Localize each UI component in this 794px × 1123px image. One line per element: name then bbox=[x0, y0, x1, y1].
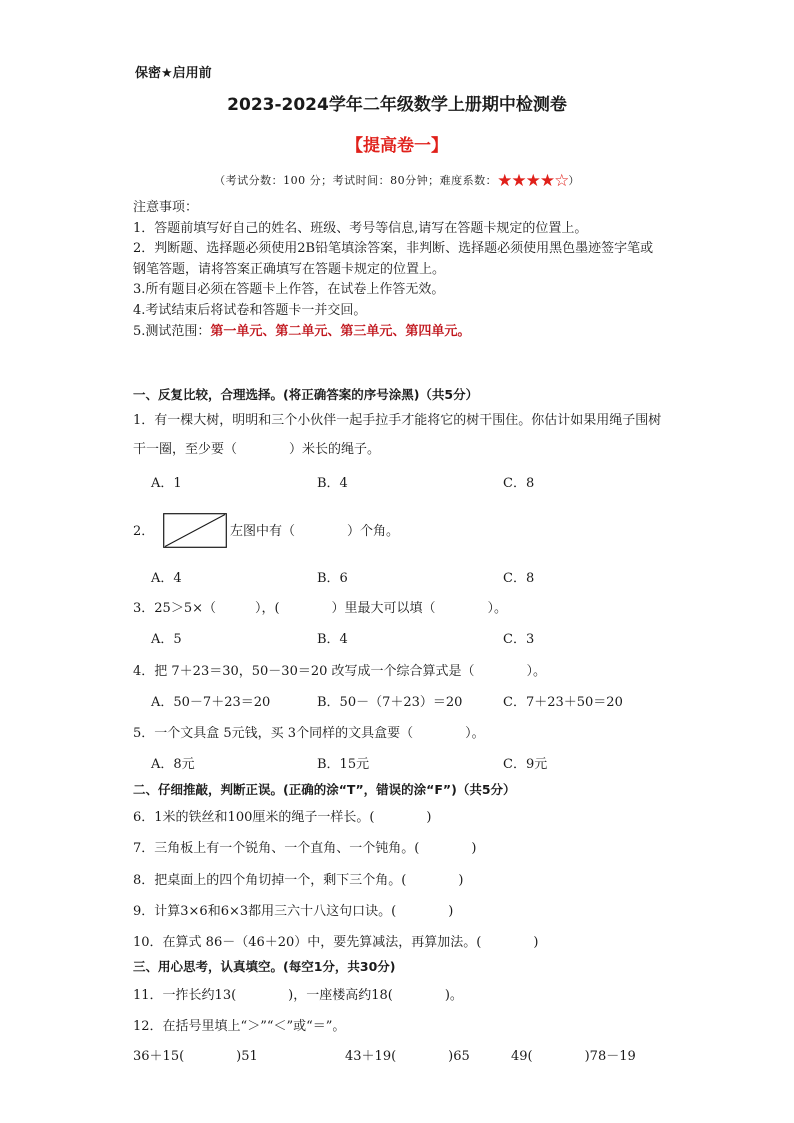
question-1: 1．有一棵大树，明明和三个小伙伴一起手拉手才能将它的树干围住。你估计如果用绳子围树干一圈，至少要（ ）米长的绳子。 bbox=[133, 413, 662, 457]
q2-option-c[interactable]: C．8 bbox=[503, 571, 535, 586]
page-title: 2023-2024学年二年级数学上册期中检测卷 bbox=[227, 95, 567, 115]
question-6: 6．1米的铁丝和100厘米的绳子一样长。( ) bbox=[133, 810, 432, 825]
q1-option-b[interactable]: B．4 bbox=[317, 476, 348, 491]
section-1-heading: 一、反复比较，合理选择。(将正确答案的序号涂黑)（共5分） bbox=[133, 387, 479, 402]
q12-item-c: 49( )78－19 bbox=[511, 1049, 636, 1064]
section-3-heading: 三、用心思考，认真填空。(每空1分，共30分) bbox=[133, 959, 396, 974]
question-11: 11．一拃长约13( )，一座楼高约18( )。 bbox=[133, 988, 463, 1003]
note-item-2: 2．判断题、选择题必须使用2B铅笔填涂答案，非判断、选择题必须使用黑色墨迹签字笔或钢笔答题，请将答案正确填写在答题卡规定的位置上。 bbox=[133, 241, 654, 277]
notes-heading: 注意事项： bbox=[133, 200, 199, 215]
q12-item-b: 43＋19( )65 bbox=[345, 1049, 470, 1064]
question-3: 3．25＞5×（ ），( ）里最大可以填（ ）。 bbox=[133, 601, 508, 616]
q4-option-c[interactable]: C．7＋23＋50＝20 bbox=[503, 695, 623, 710]
q3-option-c[interactable]: C．3 bbox=[503, 632, 535, 647]
q3-option-a[interactable]: A．5 bbox=[151, 632, 182, 647]
question-2: 左图中有（ ）个角。 bbox=[230, 524, 400, 539]
q4-option-a[interactable]: A．50－7＋23＝20 bbox=[151, 695, 271, 710]
q12-item-a: 36＋15( )51 bbox=[133, 1049, 258, 1064]
section-2-heading: 二、仔细推敲，判断正误。(正确的涂“T”，错误的涂“F”)（共5分） bbox=[133, 782, 516, 797]
q5-option-c[interactable]: C．9元 bbox=[503, 757, 548, 772]
question-5: 5．一个文具盒 5元钱，买 3个同样的文具盒要（ ）。 bbox=[133, 726, 485, 741]
q1-option-c[interactable]: C．8 bbox=[503, 476, 535, 491]
question-2-number: 2． bbox=[133, 524, 155, 539]
q3-option-b[interactable]: B．4 bbox=[317, 632, 348, 647]
question-7: 7．三角板上有一个锐角、一个直角、一个钝角。( ) bbox=[133, 841, 477, 856]
question-4: 4．把 7＋23＝30，50－30＝20 改写成一个综合算式是（ ）。 bbox=[133, 664, 547, 679]
filled-star-icon: ★★★★ bbox=[497, 171, 555, 191]
note-item-3: 3.所有题目必须在答题卡上作答，在试卷上作答无效。 bbox=[133, 282, 445, 298]
empty-star-icon: ☆ bbox=[554, 171, 569, 191]
q1-option-a[interactable]: A．1 bbox=[151, 476, 182, 491]
paper-subtitle: 【提高卷一】 bbox=[346, 136, 448, 156]
question-8: 8．把桌面上的四个角切掉一个，剩下三个角。( ) bbox=[133, 873, 464, 888]
rectangle-diagram-icon bbox=[163, 513, 227, 548]
confidential-label: 保密★启用前 bbox=[135, 66, 212, 81]
exam-info-text: （考试分数：100 分；考试时间：80分钟；难度系数： bbox=[214, 174, 498, 187]
exam-info bbox=[0, 171, 794, 191]
difficulty-stars-icon bbox=[497, 171, 568, 191]
notes-block bbox=[133, 198, 663, 342]
note-item-5 bbox=[133, 322, 663, 343]
q5-option-b[interactable]: B．15元 bbox=[317, 757, 370, 772]
note-item-4: 4.考试结束后将试卷和答题卡一并交回。 bbox=[133, 302, 367, 318]
q2-option-a[interactable]: A．4 bbox=[151, 571, 182, 586]
exam-info-close: ） bbox=[568, 174, 580, 187]
question-12: 12．在括号里填上“＞”“＜”或“＝”。 bbox=[133, 1019, 346, 1034]
scope-value: 第一单元、第二单元、第三单元、第四单元。 bbox=[210, 323, 471, 339]
q2-option-b[interactable]: B．6 bbox=[317, 571, 348, 586]
q4-option-b[interactable]: B．50－（7＋23）＝20 bbox=[317, 695, 463, 710]
note-item-1: 1．答题前填写好自己的姓名、班级、考号等信息,请写在答题卡规定的位置上。 bbox=[133, 220, 588, 236]
q5-option-a[interactable]: A．8元 bbox=[151, 757, 195, 772]
question-10: 10．在算式 86－（46＋20）中，要先算减法，再算加法。( ) bbox=[133, 935, 539, 950]
question-9: 9．计算3×6和6×3都用三六十八这句口诀。( ) bbox=[133, 904, 454, 919]
scope-label: 5.测试范围： bbox=[133, 323, 211, 339]
